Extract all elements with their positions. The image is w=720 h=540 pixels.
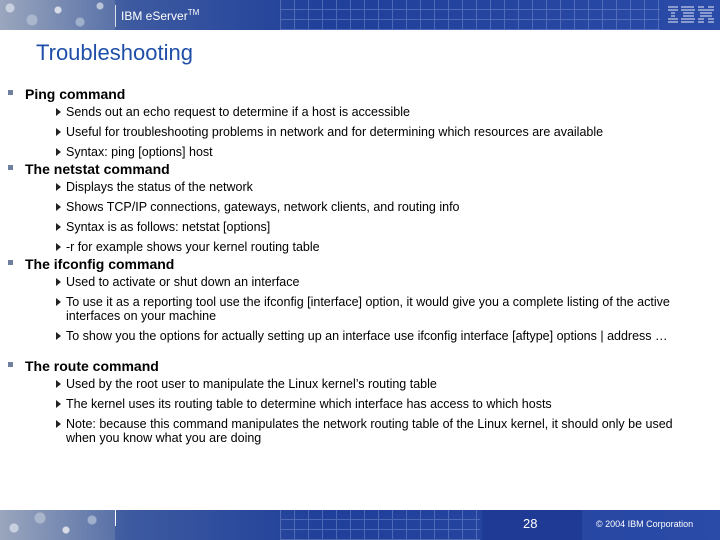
- arrow-bullet-icon: [56, 332, 61, 340]
- arrow-bullet-icon: [56, 148, 61, 156]
- arrow-bullet-icon: [56, 400, 61, 408]
- arrow-bullet-icon: [56, 243, 61, 251]
- page-number: 28: [523, 516, 538, 531]
- header-pattern: [0, 0, 115, 30]
- list-item: The kernel uses its routing table to determine which interface has access to which hosts: [66, 397, 552, 411]
- list-item: Displays the status of the network: [66, 180, 253, 194]
- section-bullet-icon: [8, 260, 13, 265]
- footer-bar: [0, 510, 720, 540]
- section-heading-ping: Ping command: [25, 86, 126, 102]
- arrow-bullet-icon: [56, 420, 61, 428]
- list-item: To use it as a reporting tool use the ifconfig [interface] option, it would give you a complete listing of the active interfaces on your machine: [66, 295, 670, 323]
- list-item: Syntax is as follows: netstat [options]: [66, 220, 271, 234]
- header-bar: [0, 0, 720, 30]
- arrow-bullet-icon: [56, 108, 61, 116]
- list-item: Sends out an echo request to determine if a host is accessible: [66, 105, 410, 119]
- section-heading-route: The route command: [25, 358, 159, 374]
- page-title: Troubleshooting: [36, 40, 193, 65]
- arrow-bullet-icon: [56, 183, 61, 191]
- list-item: Useful for troubleshooting problems in network and for determining which resources are available: [66, 125, 604, 139]
- footer-separator: [115, 510, 116, 526]
- copyright: © 2004 IBM Corporation: [596, 519, 694, 529]
- header-grid-decoration: [280, 0, 660, 30]
- brand-label: IBM eServer™: [121, 8, 200, 23]
- header-separator: [115, 5, 116, 27]
- list-item: To show you the options for actually setting up an interface use ifconfig interface [aftype] options | address …: [66, 329, 668, 343]
- list-item: Shows TCP/IP connections, gateways, network clients, and routing info: [66, 200, 460, 214]
- list-item: -r for example shows your kernel routing table: [66, 240, 320, 254]
- section-bullet-icon: [8, 362, 13, 367]
- list-item: Used by the root user to manipulate the Linux kernel’s routing table: [66, 377, 437, 391]
- arrow-bullet-icon: [56, 298, 61, 306]
- arrow-bullet-icon: [56, 128, 61, 136]
- section-heading-netstat: The netstat command: [25, 161, 170, 177]
- arrow-bullet-icon: [56, 223, 61, 231]
- section-heading-ifconfig: The ifconfig command: [25, 256, 175, 272]
- ibm-logo: [667, 4, 715, 26]
- section-bullet-icon: [8, 165, 13, 170]
- footer-pattern: [0, 510, 115, 540]
- arrow-bullet-icon: [56, 380, 61, 388]
- arrow-bullet-icon: [56, 203, 61, 211]
- list-item: Note: because this command manipulates the network routing table of the Linux kernel, it should only be used when you know what you are doing: [66, 417, 673, 445]
- arrow-bullet-icon: [56, 278, 61, 286]
- footer-grid-decoration: [280, 510, 480, 540]
- list-item: Syntax: ping [options] host: [66, 145, 213, 159]
- list-item: Used to activate or shut down an interface: [66, 275, 300, 289]
- section-bullet-icon: [8, 90, 13, 95]
